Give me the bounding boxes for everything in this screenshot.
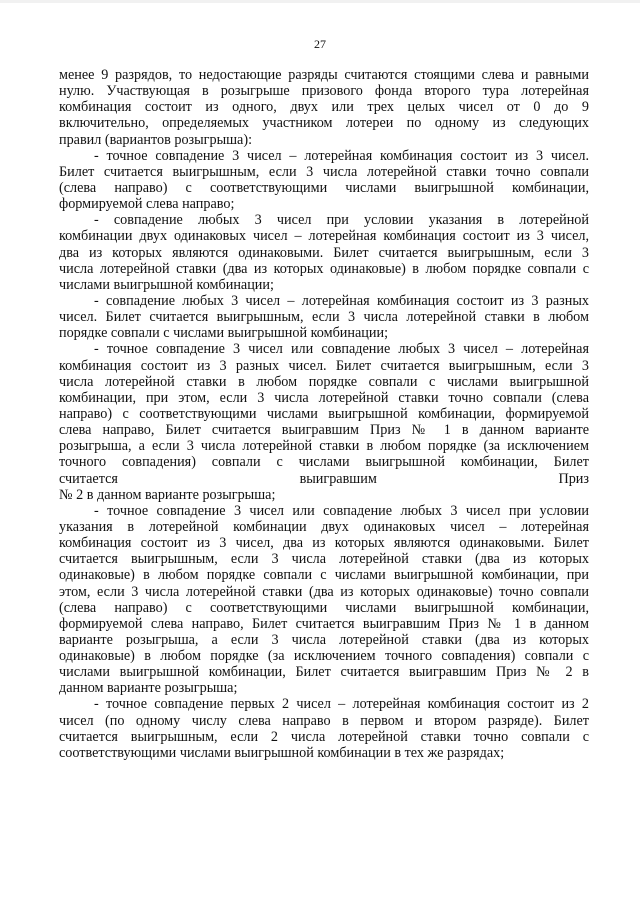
text-line: направо) с соответствующими числами выигрышной комбинации, формируемой (59, 405, 589, 422)
text-line: Билет считается выигрышным, если 3 числа лотерейной ставки точно совпали (59, 163, 589, 180)
text-line: комбинации, при этом, если 3 числа лотерейной ставки точно совпали (слева (59, 389, 589, 406)
text-line: - точное совпадение 3 чисел – лотерейная комбинация состоит из 3 чисел. (94, 147, 589, 164)
text-line: числа лотерейной ставки в любом порядке совпали с числами выигрышной (59, 373, 589, 390)
text-line: числами выигрышной комбинации; (59, 276, 274, 293)
list-item-any-order-3-different (59, 293, 589, 341)
text-line: включительно, определяемых участником лотереи по одному из следующих (59, 115, 589, 132)
text-line: нулю. Участвующая в розыгрыше призового фонда второго тура лотерейная (59, 83, 589, 100)
text-line: - точное совпадение 3 чисел или совпадение любых 3 чисел – лотерейная (94, 341, 589, 358)
page-number: 27 (314, 37, 326, 51)
text-line: считается выигрышным, если 3 числа лотерейной ставки (два из которых (59, 551, 589, 568)
text-line: считается выигравшим Приз (59, 470, 589, 487)
text-line: слева направо, Билет считается выигравшим Приз № 1 в данном варианте (59, 422, 589, 439)
text-line: данном варианте розыгрыша; (59, 680, 238, 697)
text-line: считается выигрышным, если 2 числа лотерейной ставки точно совпали с (59, 728, 589, 745)
list-item-any-order-two-same (59, 212, 589, 293)
text-line: розыгрыша, а если 3 числа лотерейной ставки в любом порядке (за исключением (59, 438, 589, 455)
text-line: чисел (по одному числу слева направо в первом и втором разряде). Билет (59, 712, 589, 729)
text-line: комбинация состоит из одного, двух или трех целых чисел от 0 до 9 (59, 99, 589, 116)
text-line: числа лотерейной ставки (два из которых одинаковые) в любом порядке совпали с (59, 260, 589, 277)
text-line: два из которых являются одинаковыми. Билет считается выигрышным, если 3 (59, 244, 589, 261)
text-line: - точное совпадение 3 чисел или совпадение любых 3 чисел при условии (94, 502, 589, 519)
text-line: порядке совпали с числами выигрышной комбинации; (59, 325, 389, 342)
text-line: указания в лотерейной комбинации двух одинаковых чисел – лотерейная (59, 518, 589, 535)
document-body (59, 67, 589, 761)
text-line: правил (вариантов розыгрыша): (59, 131, 253, 148)
list-item-exact-match-3 (59, 148, 589, 213)
paragraph-continuation (59, 67, 589, 148)
text-line: - совпадение любых 3 чисел – лотерейная комбинация состоит из 3 разных (94, 292, 589, 309)
text-line: соответствующими числами выигрышной комбинации в тех же разрядах; (59, 744, 505, 761)
text-line: точного совпадения) совпали с числами выигрышной комбинации, Билет (59, 454, 589, 471)
text-line: комбинация состоит из 3 разных чисел. Билет считается выигрышным, если 3 (59, 357, 589, 374)
text-line: (слева направо) с соответствующими числами выигрышной комбинации, (59, 599, 589, 616)
text-line: числами выигрышной комбинации, Билет считается выигравшим Приз № 2 в (59, 664, 589, 681)
text-line: чисел. Билет считается выигрышным, если 3 числа лотерейной ставки в любом (59, 309, 589, 326)
list-item-exact-first-2 (59, 696, 589, 761)
text-line: одинаковые) в любом порядке (за исключением точного совпадения) совпали с (59, 648, 589, 665)
text-line: - точное совпадение первых 2 чисел – лотерейная комбинация состоит из 2 (94, 696, 589, 713)
text-line: формируемой слева направо, Билет считается выигравшим Приз № 1 в данном (59, 615, 589, 632)
text-line: варианте розыгрыша, а если 3 числа лотерейной ставки (два из которых (59, 631, 589, 648)
text-line: комбинация состоит из 3 чисел, два из которых являются одинаковыми. Билет (59, 535, 589, 552)
text-line: одинаковые) в любом порядке совпали с числами выигрышной комбинации, при (59, 567, 589, 584)
text-line: менее 9 разрядов, то недостающие разряды считаются стоящими слева и равными (59, 67, 589, 83)
list-item-exact-or-any-3 (59, 341, 589, 502)
text-line: формируемой слева направо; (59, 196, 235, 213)
text-line: - совпадение любых 3 чисел при условии указания в лотерейной (94, 212, 589, 229)
scan-top-edge (0, 0, 640, 3)
text-line: № 2 в данном варианте розыгрыша; (59, 486, 276, 503)
text-line: этом, если 3 числа лотерейной ставки (два из которых одинаковые) точно совпали (59, 583, 589, 600)
list-item-exact-or-any-two-same (59, 503, 589, 697)
text-line: (слева направо) с соответствующими числами выигрышной комбинации, (59, 179, 589, 196)
text-line: комбинации двух одинаковых чисел – лотерейная комбинация состоит из 3 чисел, (59, 228, 589, 245)
